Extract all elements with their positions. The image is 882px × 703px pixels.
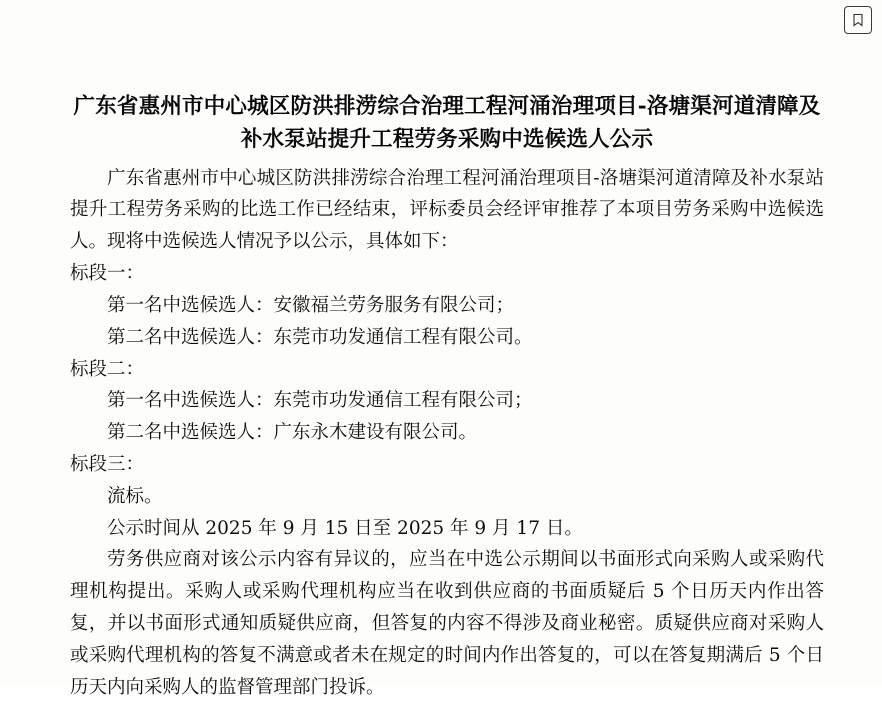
section-2-item-1: 第一名中选候选人：东莞市功发通信工程有限公司； bbox=[107, 390, 533, 412]
intro-paragraph: 广东省惠州市中心城区防洪排涝综合治理工程河涌治理项目-洛塘渠河道清障及补水泵站提升工程劳务采购的比选工作已经结束，评标委员会经评审推荐了本项目劳务采购中选候选人。现将中选候选人情况予以公示，具体如下： bbox=[70, 167, 824, 253]
section-1-item-2: 第二名中选候选人：东莞市功发通信工程有限公司。 bbox=[107, 326, 533, 348]
closing-paragraph: 劳务供应商对该公示内容有异议的，应当在中选公示期间以书面形式向采购人或采购代理机构提出。采购人或采购代理机构应当在收到供应商的书面质疑后 5 个日历天内作出答复，并以书面形式通知质疑供应商，但答复的内容不得涉及商业秘密。质疑供应商对采购人或采购代理机构的答复不满意或者未在规定的时间内作出答复的，可以在答复期满后 5 个日历天内向采购人的监督管理部门投诉。 bbox=[70, 549, 824, 698]
section-label-1: 标段一： bbox=[70, 263, 145, 285]
section-label-3: 标段三： bbox=[70, 453, 145, 475]
section-2-item-2: 第二名中选候选人：广东永木建设有限公司。 bbox=[107, 422, 478, 444]
section-1-item-1: 第一名中选候选人：安徽福兰劳务服务有限公司； bbox=[107, 294, 515, 316]
document-content bbox=[70, 90, 824, 703]
section-label-2: 标段二： bbox=[70, 358, 145, 380]
page-title: 广东省惠州市中心城区防洪排涝综合治理工程河涌治理项目-洛塘渠河道清障及补水泵站提升工程劳务采购中选候选人公示 bbox=[73, 94, 821, 153]
bookmark-icon[interactable] bbox=[844, 6, 872, 34]
notice-period: 公示时间从 2025 年 9 月 15 日至 2025 年 9 月 17 日。 bbox=[107, 517, 583, 539]
section-3-item-1: 流标。 bbox=[107, 485, 163, 507]
